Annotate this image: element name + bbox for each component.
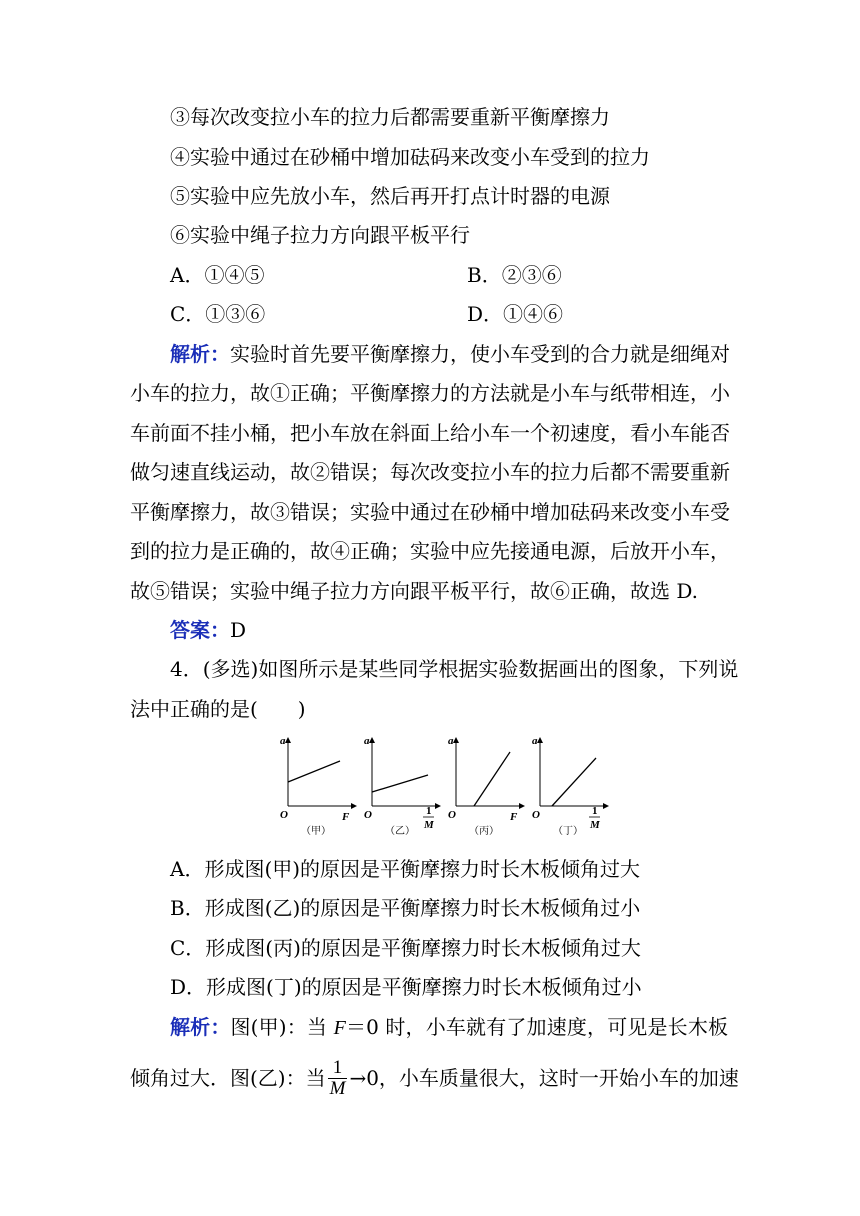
q3-option-b: B．②③⑥: [467, 263, 562, 287]
q3-option-a: A．①④⑤: [170, 263, 265, 287]
q4-option-c: C．形成图(丙)的原因是平衡摩擦力时长木板倾角过大: [170, 936, 641, 960]
q4-analysis-text-2a: 倾角过大．图(乙)：当: [130, 1066, 326, 1090]
q4-analysis-fraction: [328, 1058, 348, 1099]
q3-answer-value: D: [230, 618, 247, 642]
q4-analysis-text-1b: ＝0 时，小车就有了加速度，可见是长木板: [345, 1015, 729, 1039]
q4-stem-line-2: 法中正确的是( ): [130, 697, 306, 721]
graphs-figure: [270, 730, 610, 838]
q4-analysis-text-2b: →0，小车质量很大，这时一开始小车的加速: [349, 1066, 739, 1090]
graph-ding-y-label: a: [532, 735, 538, 747]
q3-analysis-line-6: 到的拉力是正确的，故④正确；实验中应先接通电源，后放开小车，: [130, 539, 730, 563]
q3-item-5: ⑤实验中应先放小车，然后再开打点计时器的电源: [170, 184, 610, 208]
q3-option-c: C．①③⑥: [170, 302, 266, 326]
graph-bing-x-label: F: [510, 811, 518, 823]
q4-stem-line-1: 4．(多选)如图所示是某些同学根据实验数据画出的图象，下列说: [170, 657, 739, 681]
q3-analysis-line-7: 故⑤错误；实验中绳子拉力方向跟平板平行，故⑥正确，故选 D.: [130, 579, 699, 603]
q3-analysis-label: 解析：: [170, 342, 230, 366]
graph-ding-x-label-den: M: [590, 819, 600, 831]
q3-answer: [170, 617, 246, 643]
q4-option-d: D．形成图(丁)的原因是平衡摩擦力时长木板倾角过小: [170, 975, 642, 999]
graph-yi-x-label-den: M: [424, 819, 434, 831]
graph-yi-x-label-num: 1: [426, 805, 432, 817]
q4-option-b: B．形成图(乙)的原因是平衡摩擦力时长木板倾角过小: [170, 896, 641, 920]
q3-option-d: D．①④⑥: [467, 302, 564, 326]
graph-yi: [372, 740, 438, 806]
graph-bing-line: [474, 752, 510, 806]
graph-yi-origin: O: [364, 809, 372, 821]
graph-bing: [456, 740, 522, 806]
q3-item-3: ③每次改变拉小车的拉力后都需要重新平衡摩擦力: [170, 105, 610, 129]
graph-jia: [288, 740, 354, 806]
q3-analysis-line-2: 小车的拉力，故①正确；平衡摩擦力的方法就是小车与纸带相连，小: [130, 381, 730, 405]
graph-jia-line: [288, 761, 340, 782]
q3-item-4: ④实验中通过在砂桶中增加砝码来改变小车受到的拉力: [170, 145, 650, 169]
q3-analysis-line-1: [170, 341, 728, 367]
q4-analysis-line-2: [130, 1056, 739, 1100]
graph-bing-y-label: a: [448, 735, 454, 747]
graph-ding: [540, 740, 606, 806]
graph-ding-origin: O: [532, 809, 540, 821]
q4-analysis-line-1: [170, 1014, 728, 1041]
q4-analysis-text-1a: 图(甲)：当: [230, 1015, 334, 1039]
q4-analysis-var-f: F: [333, 1017, 346, 1039]
graph-jia-x-label: F: [342, 811, 350, 823]
graph-ding-line: [552, 758, 596, 806]
graph-jia-caption: （甲）: [301, 826, 331, 837]
graph-ding-caption: （丁）: [553, 826, 583, 837]
q3-analysis-line-5: 平衡摩擦力，故③错误；实验中通过在砂桶中增加砝码来改变小车受: [130, 500, 730, 524]
q3-analysis-line-4: 做匀速直线运动，故②错误；每次改变拉小车的拉力后都不需要重新: [130, 460, 730, 484]
graph-yi-y-label: a: [364, 735, 370, 747]
graph-ding-x-label-num: 1: [592, 805, 598, 817]
graph-yi-line: [372, 775, 428, 792]
q3-answer-label: 答案：: [170, 618, 230, 642]
graph-jia-y-label: a: [280, 735, 286, 747]
q3-analysis-text-1: 实验时首先要平衡摩擦力，使小车受到的合力就是细绳对: [230, 342, 730, 366]
fraction-numerator: 1: [328, 1058, 348, 1079]
graph-bing-caption: （丙）: [469, 826, 499, 837]
graph-jia-origin: O: [280, 809, 288, 821]
q3-analysis-line-3: 车前面不挂小桶，把小车放在斜面上给小车一个初速度，看小车能否: [130, 421, 730, 445]
fraction-denominator: M: [329, 1077, 346, 1099]
q4-analysis-label: 解析：: [170, 1015, 231, 1039]
q3-item-6: ⑥实验中绳子拉力方向跟平板平行: [170, 223, 470, 247]
graph-yi-caption: （乙）: [385, 826, 415, 837]
q4-option-a: A．形成图(甲)的原因是平衡摩擦力时长木板倾角过大: [170, 857, 641, 881]
graph-bing-origin: O: [448, 809, 456, 821]
